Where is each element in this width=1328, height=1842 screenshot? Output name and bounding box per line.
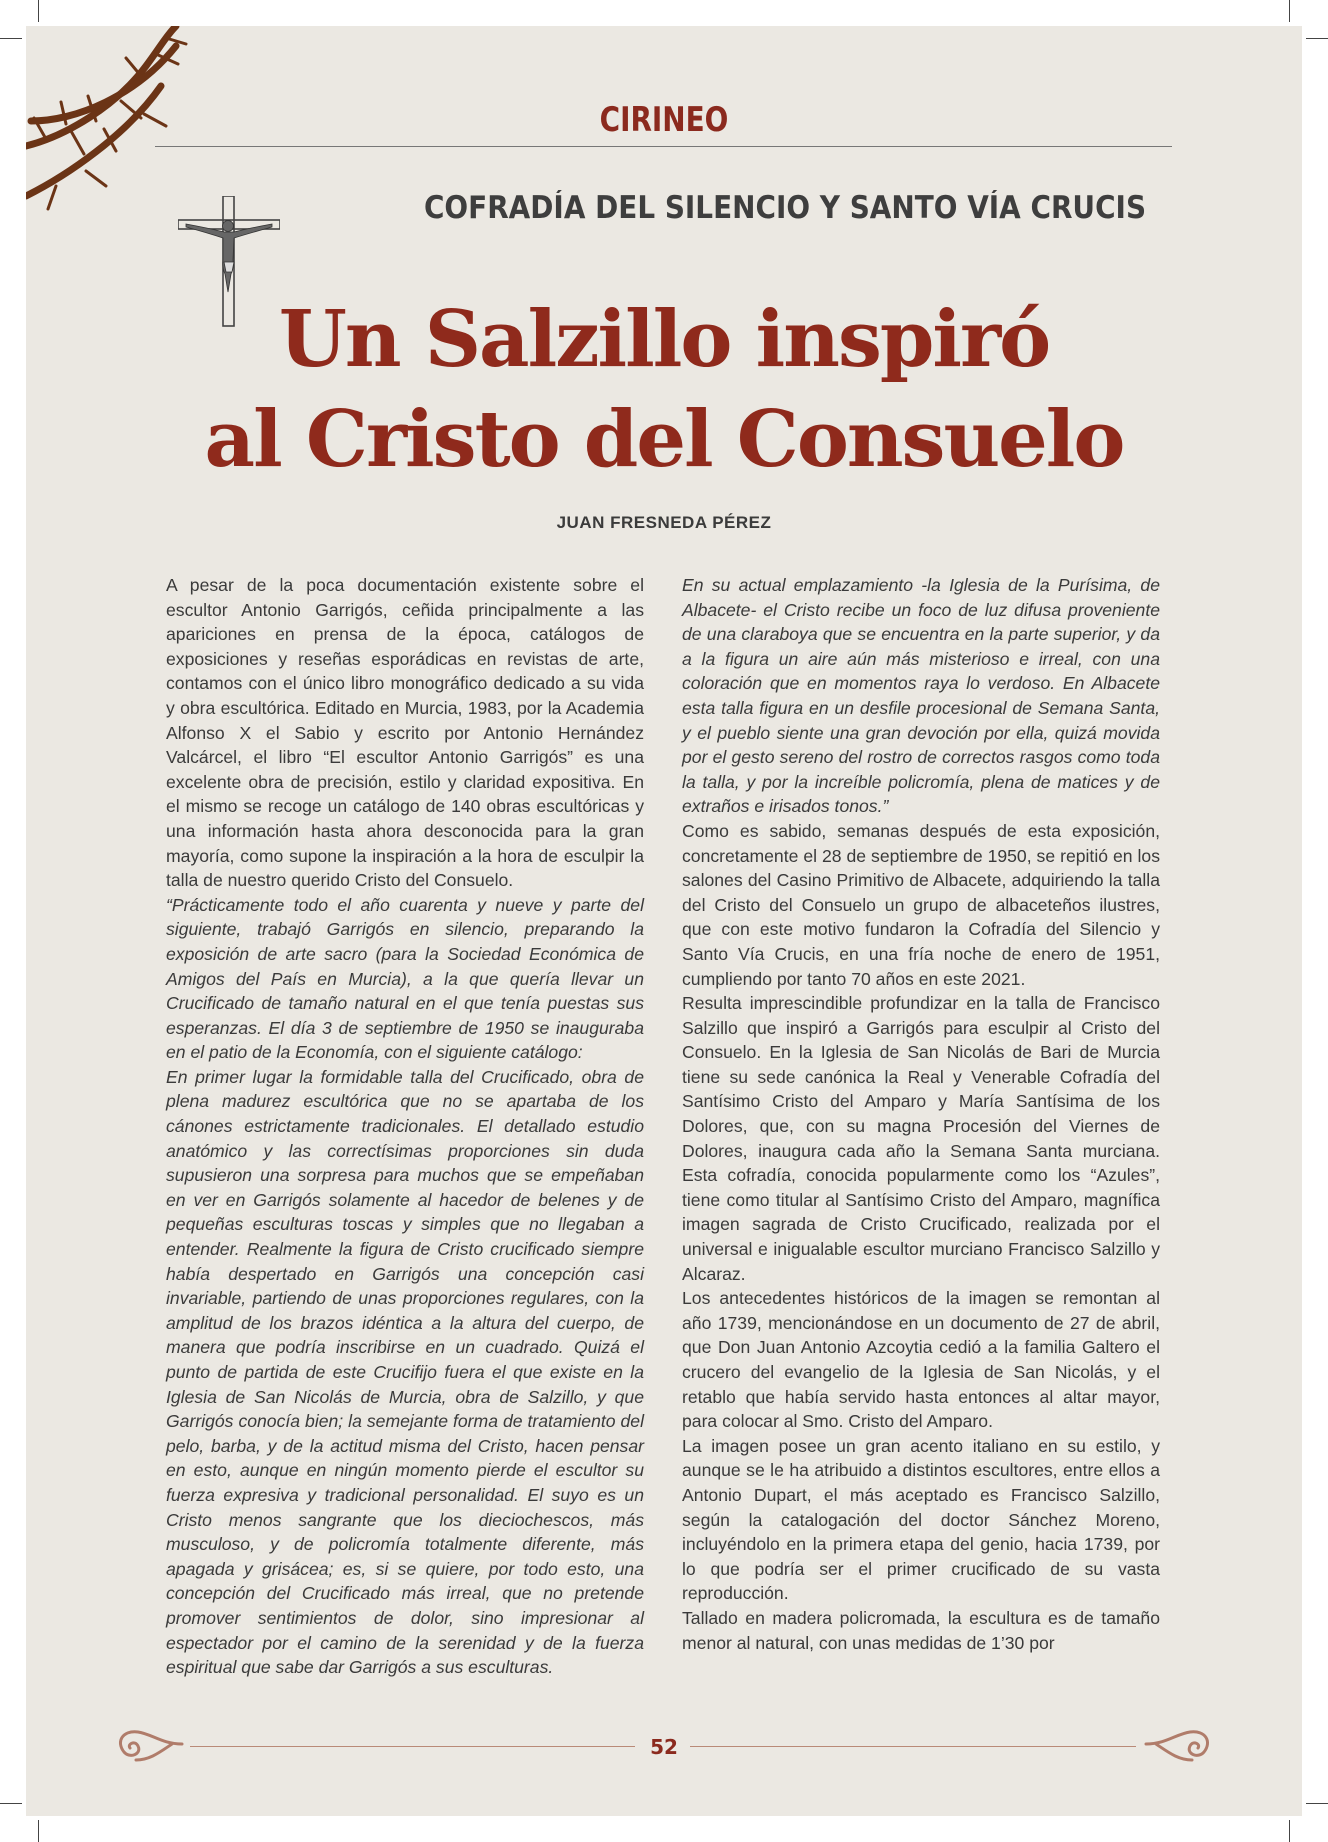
article-author: JUAN FRESNEDA PÉREZ [556,513,772,532]
crop-mark [0,1803,22,1804]
article-title [0,290,1328,490]
right-column [682,573,1160,1655]
crop-mark [38,0,39,22]
crop-mark [1289,0,1290,22]
crop-mark [1306,38,1328,39]
article-title-line-2: al Cristo del Consuelo [204,394,1124,485]
flourish-right-ornament [1144,1722,1216,1766]
crop-mark [1306,1803,1328,1804]
crop-mark [0,38,22,39]
footer-divider-right [690,1746,1136,1747]
page-number: 52 [650,1735,678,1759]
quote-paragraph: En primer lugar la formidable talla del Crucificado, obra de plena madurez escultórica que no se apartaba de los cánones estrictamente tradicionales. El detallado estudio anatómico y las correctísimas proporciones sin duda supusieron una sorpresa para muchos que se empeñaban en ver en Garrigós solamente al hacedor de belenes y de pequeñas esculturas toscas y simples que no llegaban a entender. Realmente la figura de Cristo crucificado siempre había despertado en Garrigós una concepción casi invariable, partiendo de unas proporciones regulares, con la amplitud de los brazos idéntica a la altura del cuerpo, de manera que podría inscribirse en un cuadrado. Quizá el punto de partida de este Crucifijo fuera el que existe en la Iglesia de San Nicolás de Murcia, obra de Salzillo, y que Garrigós conocía bien; la semejante forma de tratamiento del pelo, barba, y de la actitud misma del Cristo, hacen pensar en esto, aunque en ningún momento pierde el escultor su fuerza expresiva y tradicional personalidad. El suyo es un Cristo menos sangrante que los dieciochescos, más musculoso, y de policromía totalmente diferente, más apagada y grisácea; es, si se quiere, por todo esto, una concepción del Crucificado más irreal, que no pretende promover sentimientos de dolor, sino impresionar al espectador por el camino de la serenidad y de la fuerza espiritual que sabe dar Garrigós a sus esculturas. [166,1066,644,1678]
quote-paragraph: “Prácticamente todo el año cuarenta y nueve y parte del siguiente, trabajó Garrigós en silencio, preparando la exposición de arte sacro (para la Sociedad Económica de Amigos del País en Murcia), a la que quería llevar un Crucificado de tamaño natural en el que tenía puestas sus esperanzas. El día 3 de septiembre de 1950 se inauguraba en el patio de la Economía, con el siguiente catálogo: [166,894,644,1063]
left-column [166,573,644,1680]
paragraph: Como es sabido, semanas después de esta exposición, concretamente el 28 de septiembre de 1950, se repitió en los salones del Casino Primitivo de Albacete, adquiriendo la talla del Cristo del Consuelo un grupo de albaceteños ilustres, que con este motivo fundaron la Cofradía del Silencio y Santo Vía Crucis, en una fría noche de enero de 1951, cumpliendo por tanto 70 años en este 2021. [682,820,1160,989]
paragraph: Tallado en madera policromada, la escultura es de tamaño menor al natural, con unas medidas de 1’30 por [682,1607,1160,1653]
paragraph: La imagen posee un gran acento italiano en su estilo, y aunque se le ha atribuido a distintos escultores, entre ellos a Antonio Dupart, el más aceptado es Francisco Salzillo, según la catalogación del doctor Sánchez Moreno, incluyéndolo en la primera etapa del genio, hacia 1739, por lo que podría ser el primer crucificado de su vasta reproducción. [682,1435,1160,1604]
crop-mark [38,1820,39,1842]
quote-paragraph: En su actual emplazamiento -la Iglesia de la Purísima, de Albacete- el Cristo recibe un foco de luz difusa proveniente de una claraboya que se encuentra en la parte superior, y da a la figura un aire aún más misterioso e irreal, con una coloración que en momentos raya lo verdoso. En Albacete esta talla figura en un desfile procesional de Semana Santa, y el pueblo siente una gran devoción por ella, quizá movida por el gesto sereno del rostro de correctos rasgos como toda la talla, y por la increíble policromía, plena de matices y de extraños e irisados tonos.” [682,575,1160,817]
section-title: COFRADÍA DEL SILENCIO Y SANTO VÍA CRUCIS [423,190,1147,226]
paragraph: Resulta imprescindible profundizar en la talla de Francisco Salzillo que inspiró a Garrigós para esculpir al Cristo del Consuelo. En la Iglesia de San Nicolás de Bari de Murcia tiene su sede canónica la Real y Venerable Cofradía del Santísimo Cristo del Amparo y María Santísima de los Dolores, que, con su magna Procesión del Viernes de Dolores, inaugura cada año la Semana Santa murciana. Esta cofradía, conocida popularmente como los “Azules”, tiene como titular al Santísimo Cristo del Amparo, magnífica imagen sagrada de Cristo Crucificado, realizada por el universal e inigualable escultor murciano Francisco Salzillo y Alcaraz. [682,993,1160,1284]
header-divider [155,146,1172,147]
article-title-line-1: Un Salzillo inspiró [278,294,1050,385]
crop-mark [1289,1820,1290,1842]
paragraph: A pesar de la poca documentación existente sobre el escultor Antonio Garrigós, ceñida principalmente a las apariciones en prensa de la época, catálogos de exposiciones y reseñas esporádicas en revistas de arte, contamos con el único libro monográfico dedicado a su vida y obra escultórica. Editado en Murcia, 1983, por la Academia Alfonso X el Sabio y escrito por Antonio Hernández Valcárcel, el libro “El escultor Antonio Garrigós” es una excelente obra de precisión, estilo y claridad expositiva. En el mismo se recoge un catálogo de 140 obras escultóricas y una información hasta ahora desconocida para la gran mayoría, como supone la inspiración a la hora de esculpir la talla de nuestro querido Cristo del Consuelo. [166,575,644,891]
magazine-title: CIRINEO [599,100,729,140]
paragraph: Los antecedentes históricos de la imagen se remontan al año 1739, mencionándose en un documento de 27 de abril, que Don Juan Antonio Azcoytia cedió a la familia Galtero el crucero del evangelio de la Iglesia de San Nicolás, y el retablo que había servido hasta entonces al altar mayor, para colocar al Smo. Cristo del Amparo. [682,1288,1160,1432]
